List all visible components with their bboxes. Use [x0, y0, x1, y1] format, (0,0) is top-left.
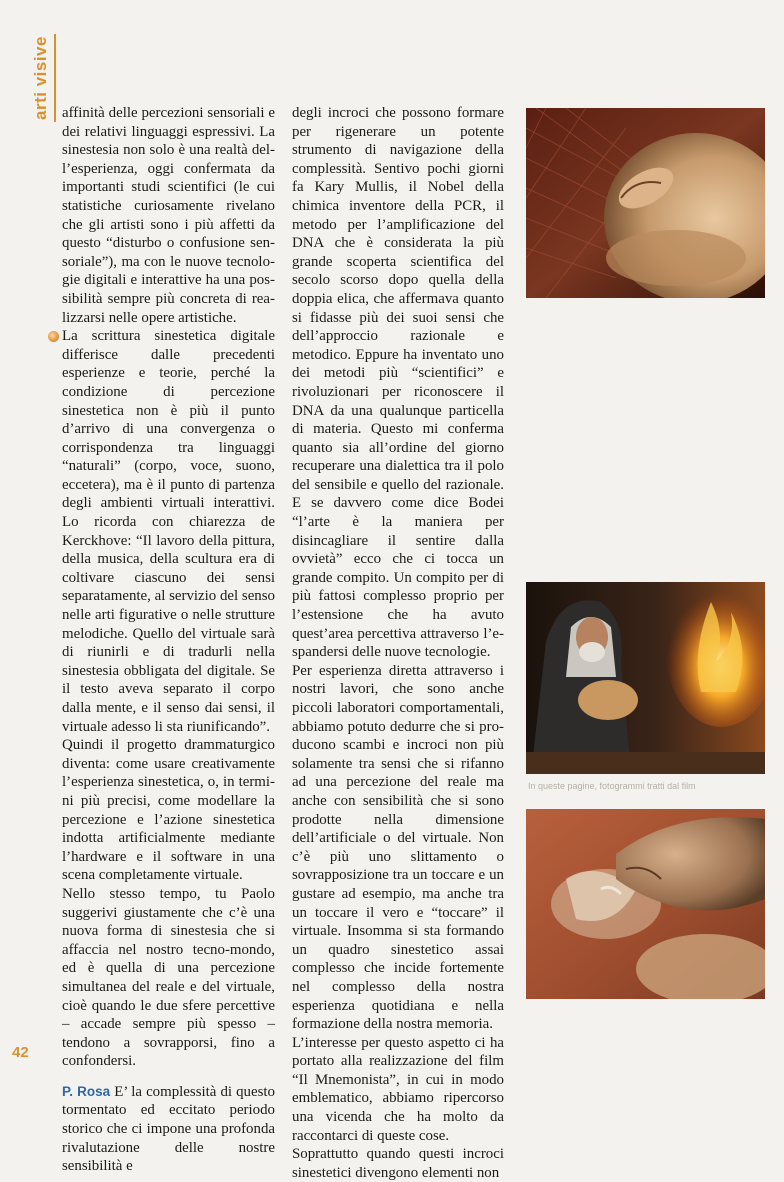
photo-hand-clay-image [526, 809, 765, 999]
photo-caption: In queste pagine, fotogrammi tratti dal film [528, 781, 696, 791]
photo-baker-fire-image [526, 582, 765, 774]
text-column-2 [292, 104, 504, 1182]
text-column-1 [62, 104, 275, 1176]
photo-hands-net [526, 108, 765, 298]
page-number: 42 [12, 1044, 29, 1061]
column2-paragraph-2: Per esperienza diretta attraverso i nostri lavori, che sono anche piccoli laboratori comportamentali, abbiamo potuto dedurre che si producono scambi e incroci non più solamente tra sensi che si rifanno ad una percezione del reale ma anche con sensibilità che si sono prodotte nella dimensione dell’artificiale o del virtuale. Non c’è più uno slittamento o sovrapposizione tra un toccare e un gustare ad esempio, ma anche tra un toccare il vero e “toccare” il virtuale. Insomma si sta formando un quadro sinestetico assai complesso che incide fortemente nel complesso della nostra esperienza quotidiana e nella formazione della nostra memoria. [292, 662, 504, 1033]
bulleted-paragraph [62, 327, 275, 736]
speaker-text: E’ la complessità di questo tormentato ed eccitato periodo storico che ci impone una profonda rivalutazione delle nostre sensibilità e [62, 1083, 275, 1175]
column1-paragraph-4: Nello stesso tempo, tu Paolo suggerivi giustamente che c’è una nuova forma di sinestesia che si affaccia nel nostro tecno-mondo, ed è quella di una percezione simultanea del reale e del virtuale, cioè quando le due sfere percettive – accade sempre più spesso – tendono a sovrapporsi, fino a confondersi. [62, 885, 275, 1070]
bullet-dot-icon [48, 331, 59, 342]
column1-paragraph-1: affinità delle percezioni sensoriali e dei relativi linguaggi espressivi. La sinestesia non solo è una realtà dell’esperienza, oggi confermata da importanti studi scientifici (le cui statistiche curiosamente rivelano che gli artisti sono i più affetti da questo “disturbo o confusione sensoriale”), ma con le nuove tecnologie digitali e interattive ha una possibilità sempre più concreta di realizzarsi nelle opere artistiche. [62, 105, 275, 326]
speaker-name: P. Rosa [62, 1083, 111, 1099]
column2-paragraph-4: Soprattutto quando questi incroci sinestetici divengono elementi non [292, 1146, 504, 1181]
column1-paragraph-2: La scrittura sinestetica digitale differisce dalle precedenti esperienze e teorie, perché la condizione di percezione sinestetica non è più il punto d’arrivo di una convergenza o corrispondenza tra linguaggi “naturali” (corpo, voce, suono, eccetera), ma è il punto di partenza degli ambienti virtuali interattivi. Lo ricorda con chiarezza de Kerckhove: “Il lavoro della pittura, della musica, della scultura era di coltivare ciascuno dei sensi separatamente, al servizio del senso nelle arti figurative o nelle strutture melodiche. Quello del virtuale sarà di riunirli e di tradurli nella sinestesia obbligata del digitale. Se il testo aveva separato il corpo dalla mente, e il senso dai sensi, il virtuale adesso li sta riunificando”. [62, 328, 275, 735]
column2-paragraph-1: degli incroci che possono formare per rigenerare un potente strumento di navigazione della complessità. Sentivo pochi giorni fa Kary Mullis, il Nobel della chimica inventore della PCR, il metodo per l’amplificazione del DNA che è considerata la più grande scoperta scientifica del secolo scorso dopo quella della doppia elica, che affermava quanto si fidasse più dei suoi sensi che dell’approccio razionale e metodico. Eppure ha inventato uno dei metodi più “scientifici” e rivoluzionari per riconoscere il DNA da una qualunque particella di materia. Questo mi conferma quanto sia all’ordine del giorno recuperare una dialettica tra il polo del sensibile e quello del razionale. E se davvero come dice Bodei “l’arte è la maniera per disincagliare il sentire dalla ovvietà” ecco che ci tocca un grande compito. Un compito per di più fattosi complesso proprio per l’estensione che ha avuto quest’area percettiva attraverso l’espandersi delle nuove tecnologie. [292, 105, 504, 661]
column1-paragraph-3: Quindi il progetto drammaturgico diventa: come usare creativamente l’esperienza sinestetica, o, in termini più precisi, come modellare la percezione e l’azione sinestetica indotta artificialmente mediante l’hardware e il software in una scena completamente virtuale. [62, 737, 275, 884]
column1-paragraph-5 [62, 1083, 275, 1176]
column2-paragraph-3: L’interesse per questo aspetto ci ha portato alla realizzazione del film “Il Mnemonista”, in cui in modo emblematico, abbiamo ripercorso una vicenda che ha molto da raccontarci di queste cose. [292, 1034, 504, 1144]
photo-baker-fire [526, 582, 765, 774]
photo-hand-clay [526, 809, 765, 999]
section-label [30, 38, 52, 118]
section-divider [54, 34, 56, 122]
photo-hands-net-image [526, 108, 765, 298]
section-label-text: arti visive [31, 36, 51, 120]
